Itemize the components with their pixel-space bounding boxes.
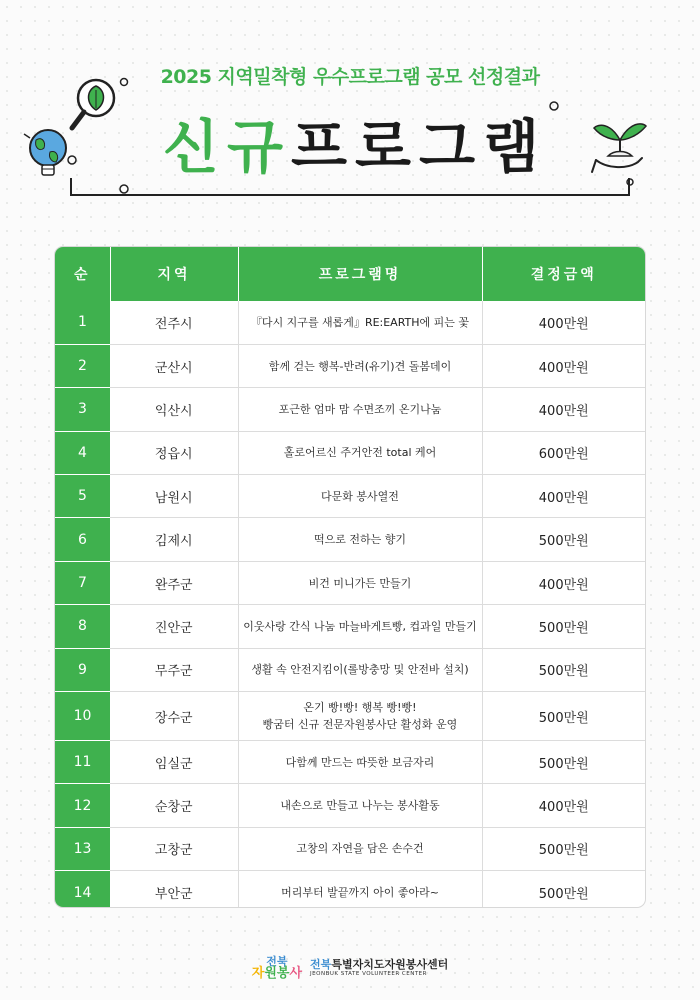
row-program [238, 692, 482, 741]
row-region: 고창군 [110, 827, 238, 870]
table-row [55, 827, 645, 870]
table-row [55, 344, 645, 387]
row-number: 14 [55, 871, 110, 907]
row-program: 함께 걷는 행복-반려(유기)견 돌봄데이 [238, 344, 482, 387]
row-amount: 500만원 [538, 887, 589, 903]
row-program-line: 빵굼터 신규 전문자원봉사단 활성화 운영 [262, 718, 458, 732]
circle-icon [548, 100, 560, 112]
row-amount: 600만원 [482, 431, 645, 474]
row-program: 떡으로 전하는 향기 [238, 518, 482, 561]
logo-bottom-part: 사 [289, 966, 303, 981]
row-number: 9 [55, 648, 110, 691]
footer-logo [0, 948, 700, 988]
row-amount: 500만원 [482, 827, 645, 870]
sprout-hand-icon [588, 112, 652, 190]
row-number: 12 [55, 784, 110, 827]
table-row [55, 871, 645, 907]
logo-bottom-part: 원봉 [264, 966, 290, 981]
row-amount: 400만원 [482, 784, 645, 827]
row-program: 머리부터 발끝까지 아이 좋아라~ [238, 871, 482, 907]
row-amount: 500만원 [482, 518, 645, 561]
org-english-name: JEONBUK STATE VOLUNTEER CENTER [310, 971, 427, 978]
table-row [55, 784, 645, 827]
row-amount: 400만원 [482, 388, 645, 431]
row-number: 8 [55, 605, 110, 648]
title-char: 프 [290, 113, 345, 181]
row-region: 전주시 [110, 301, 238, 344]
title-char: 램 [483, 113, 538, 181]
row-region: 진안군 [110, 605, 238, 648]
row-amount: 500만원 [482, 605, 645, 648]
row-region: 군산시 [110, 344, 238, 387]
row-program: 다문화 봉사열전 [238, 475, 482, 518]
page-subtitle: 2025 지역밀착형 우수프로그램 공모 선정결과 [160, 66, 540, 88]
globe-lightbulb-icon [22, 124, 82, 186]
org-name-block [310, 958, 448, 979]
table-row [55, 431, 645, 474]
row-region: 익산시 [110, 388, 238, 431]
row-amount: 500만원 [482, 692, 645, 741]
row-region: 순창군 [110, 784, 238, 827]
row-region: 남원시 [110, 475, 238, 518]
row-program: 『다시 지구를 새롭게』RE:EARTH에 피는 꽃 [238, 301, 482, 344]
column-header-program: 프로그램명 [238, 247, 482, 301]
row-number: 13 [55, 827, 110, 870]
selection-results-table [55, 247, 645, 907]
table-row [55, 301, 645, 344]
row-number: 1 [55, 301, 110, 344]
row-program: 이웃사랑 간식 나눔 마늘바게트빵, 컵과일 만들기 [238, 605, 482, 648]
column-header-region: 지역 [110, 247, 238, 301]
row-region: 임실군 [110, 741, 238, 784]
row-number: 6 [55, 518, 110, 561]
row-number: 10 [55, 692, 110, 741]
title-char: 로 [355, 113, 410, 181]
volunteer-logo-mark [252, 956, 302, 980]
table-row [55, 475, 645, 518]
row-number: 2 [55, 344, 110, 387]
row-program-line: 온기 빵!빵! 행복 빵!빵! [303, 700, 417, 714]
row-amount: 500만원 [482, 648, 645, 691]
row-program: 포근한 엄마 맘 수면조끼 온기나눔 [238, 388, 482, 431]
row-program: 다함께 만드는 따뜻한 보금자리 [238, 741, 482, 784]
org-prefix: 전북 [310, 957, 332, 971]
column-header-no: 순 [55, 247, 110, 301]
table-row [55, 388, 645, 431]
row-program: 홀로어르신 주거안전 total 케어 [238, 431, 482, 474]
circle-icon [118, 183, 130, 195]
row-number: 11 [55, 741, 110, 784]
title-char: 그 [419, 113, 474, 181]
row-amount: 400만원 [482, 344, 645, 387]
table-row [55, 648, 645, 691]
logo-top-text: 전북 [266, 955, 288, 968]
logo-bottom-part: 자 [251, 966, 265, 981]
row-number: 4 [55, 431, 110, 474]
row-amount: 500만원 [482, 741, 645, 784]
table-row [55, 741, 645, 784]
row-region: 부안군 [110, 871, 238, 907]
column-header-amount: 결정금액 [482, 247, 645, 301]
row-program: 고창의 자연을 담은 손수건 [238, 827, 482, 870]
row-number: 3 [55, 388, 110, 431]
title-char: 규 [226, 113, 281, 181]
org-name-main: 특별자치도자원봉사센터 [331, 957, 449, 971]
row-region: 장수군 [110, 692, 238, 741]
logo-bottom-text [252, 967, 302, 980]
row-region: 완주군 [110, 561, 238, 604]
row-region: 김제시 [110, 518, 238, 561]
row-program: 생활 속 안전지킴이(롤방충망 및 안전바 설치) [238, 648, 482, 691]
title-char: 신 [162, 113, 217, 181]
row-amount: 400만원 [482, 475, 645, 518]
title-bracket [70, 178, 630, 196]
row-amount: 400만원 [482, 301, 645, 344]
org-name [310, 958, 448, 972]
row-program: 비건 미니가든 만들기 [238, 561, 482, 604]
row-program: 내손으로 만들고 나누는 봉사활동 [238, 784, 482, 827]
table-header-row [55, 247, 645, 301]
row-region: 정읍시 [110, 431, 238, 474]
table-row [55, 518, 645, 561]
page-title [118, 112, 582, 182]
row-number: 7 [55, 561, 110, 604]
row-region: 무주군 [110, 648, 238, 691]
row-amount: 400만원 [482, 561, 645, 604]
table-row [55, 561, 645, 604]
table-row [55, 692, 645, 741]
table-row [55, 605, 645, 648]
row-number: 5 [55, 475, 110, 518]
